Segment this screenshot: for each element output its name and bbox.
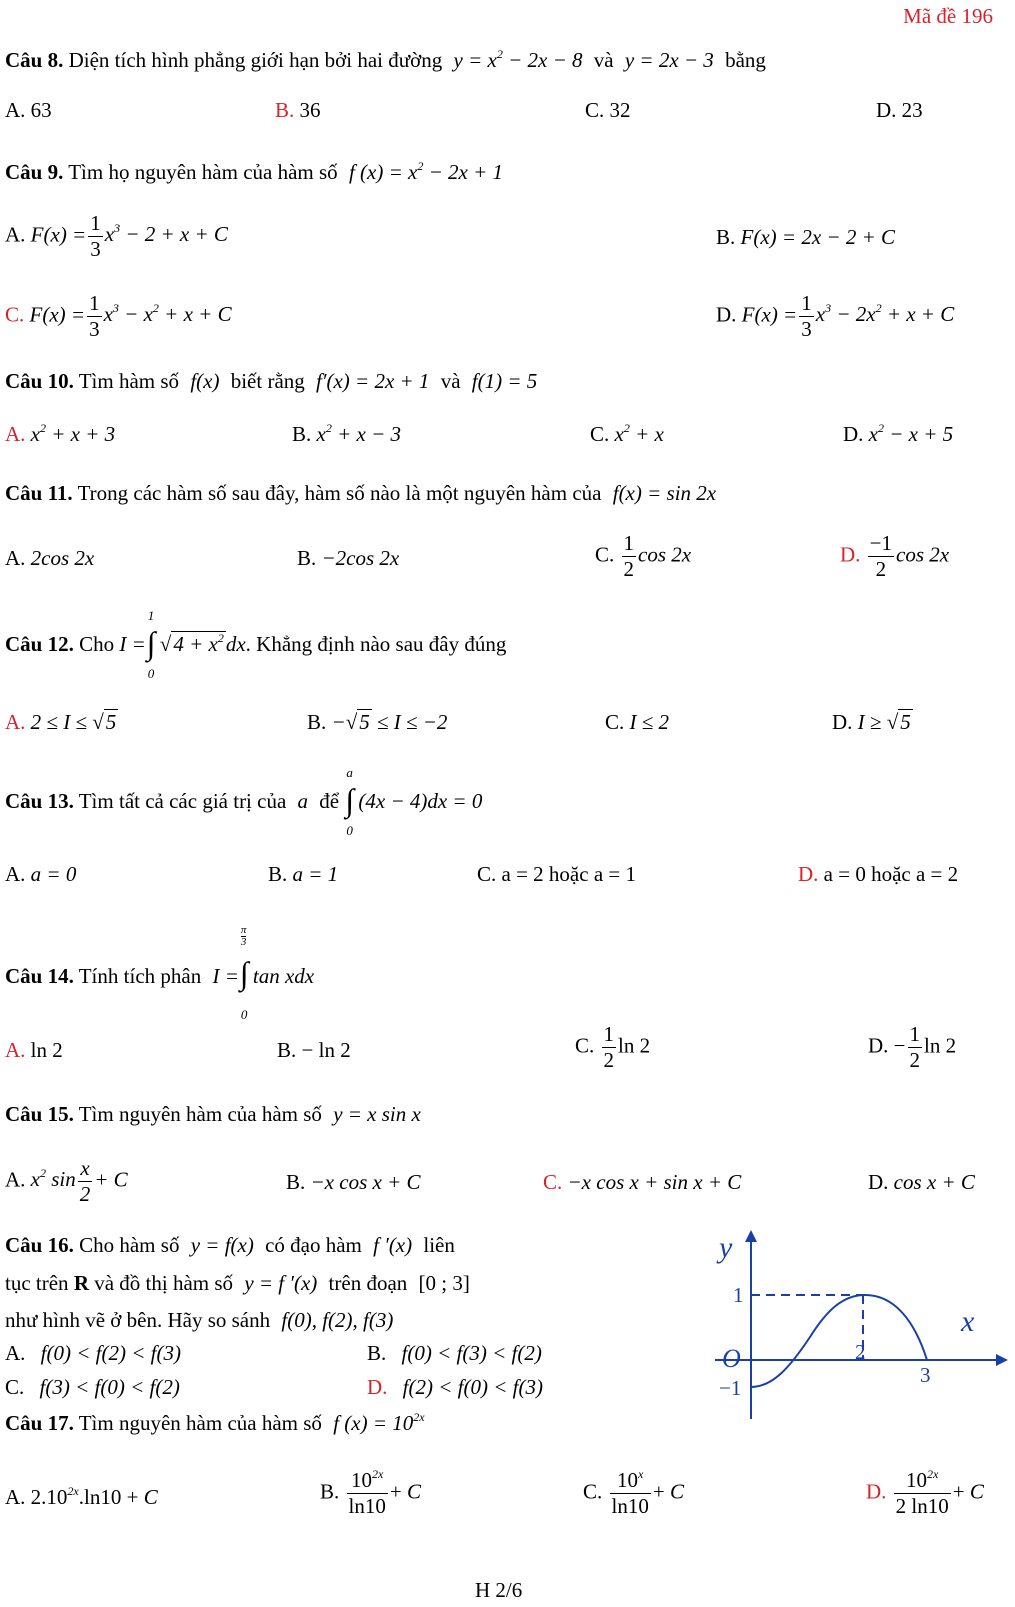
- option-letter: A.: [5, 862, 26, 886]
- option-value: f(0) < f(3) < f(2): [401, 1341, 542, 1365]
- option-value: cos x + C: [893, 1170, 975, 1194]
- option-letter: C.: [5, 302, 25, 327]
- integral: a ∫ 0 (4x − 4)dx = 0: [345, 765, 483, 838]
- question-text: Diện tích hình phẳng giới hạn bởi hai đường: [68, 48, 443, 72]
- function: f $(x) = 10^{2x}$: [333, 1410, 425, 1435]
- tick-y-minus1: −1: [719, 1376, 742, 1400]
- option-c[interactable]: [5, 1375, 180, 1400]
- derivative-curve: [751, 1295, 927, 1387]
- option-letter: D.: [868, 1170, 889, 1194]
- question-and: và: [593, 48, 614, 72]
- integral: I = π 3 ∫ 0 tan xdx: [212, 924, 315, 1022]
- option-letter: B.: [286, 1170, 306, 1194]
- graph-function: y = f ′(x): [244, 1271, 318, 1295]
- option-letter: D.: [367, 1375, 388, 1399]
- function: y = x sin x: [333, 1102, 421, 1126]
- option-letter: A.: [5, 546, 26, 570]
- option-b[interactable]: B. $\frac{10^{2x}}{\ln 10}$ + C: [320, 1467, 421, 1518]
- option-c[interactable]: C. $\frac{1}{2}$ ln 2: [575, 1022, 651, 1072]
- question-17: [5, 1411, 425, 1436]
- question-text: tục trên: [5, 1271, 69, 1295]
- option-d[interactable]: [367, 1375, 543, 1400]
- option-value: 63: [30, 98, 52, 122]
- option-d[interactable]: [868, 1170, 975, 1195]
- option-value: 36: [299, 98, 321, 122]
- question-14: [5, 924, 315, 1022]
- option-value: − ln 2: [301, 1038, 351, 1062]
- option-letter: C.: [575, 1033, 595, 1058]
- question-text-2: để: [319, 788, 340, 813]
- question-label: Câu 12.: [5, 631, 74, 656]
- option-d[interactable]: [876, 98, 923, 123]
- option-c[interactable]: C. $x^2 + x$: [590, 421, 664, 446]
- option-letter: B.: [292, 422, 312, 446]
- option-a[interactable]: [5, 862, 76, 887]
- tick-x2: 2: [855, 1340, 866, 1364]
- option-d[interactable]: D. $\frac{10^{2x}}{2 \ln 10}$ + C: [866, 1467, 984, 1518]
- compare-values: f(0), f(2), f(3): [281, 1308, 394, 1332]
- option-letter: B.: [320, 1479, 340, 1504]
- option-c[interactable]: C. $\frac{1}{2}$ cos 2x: [595, 531, 692, 581]
- option-a[interactable]: [5, 1341, 181, 1366]
- question-label: Câu 17.: [5, 1411, 74, 1435]
- question-and: và: [440, 369, 461, 393]
- option-value: f(2) < f(0) < f(3): [402, 1375, 543, 1399]
- option-c[interactable]: [585, 98, 631, 123]
- question-8: [5, 48, 766, 73]
- question-label: Câu 10.: [5, 369, 74, 393]
- equation-1: $y = x^2 - 2x - 8$: [453, 47, 583, 72]
- option-letter: C.: [585, 98, 605, 122]
- option-b[interactable]: [367, 1341, 542, 1366]
- option-letter: C.: [583, 1479, 603, 1504]
- interval: [0 ; 3]: [418, 1271, 470, 1295]
- x-axis-label: x: [961, 1305, 975, 1338]
- option-letter: B.: [307, 710, 327, 734]
- tick-x3: 3: [920, 1363, 931, 1387]
- question-16-line-1: [5, 1233, 455, 1258]
- question-text: như hình vẽ ở bên. Hãy so sánh: [5, 1308, 271, 1332]
- option-d[interactable]: D. $x^2 - x + 5$: [843, 421, 954, 446]
- function: f(x): [190, 369, 220, 393]
- option-c[interactable]: C. $\frac{10^x}{\ln 10}$ + C: [583, 1467, 684, 1518]
- option-a[interactable]: [5, 546, 94, 571]
- question-11: [5, 481, 716, 506]
- derivative: f′(x) = 2x + 1: [316, 369, 430, 393]
- question-text: Tìm tất cả các giá trị của: [78, 788, 287, 813]
- option-d[interactable]: D. F(x) = $\frac{1}{3}$ $x^3 - 2x^2 + x + C$: [716, 291, 955, 341]
- option-letter: D.: [798, 862, 819, 886]
- derivative-graph: [715, 1227, 1010, 1422]
- option-letter: C.: [590, 422, 610, 446]
- option-b[interactable]: [268, 862, 338, 887]
- option-letter: C.: [543, 1170, 563, 1194]
- option-letter: A.: [5, 1485, 26, 1509]
- question-tail: bằng: [725, 48, 766, 72]
- option-letter: B.: [275, 98, 295, 122]
- option-value: 23: [901, 98, 923, 122]
- option-d[interactable]: D. I ≥ √5: [832, 710, 911, 734]
- option-b[interactable]: [277, 1038, 351, 1063]
- option-letter: D.: [868, 1033, 889, 1058]
- option-d[interactable]: D. $\frac{-1}{2}$ cos 2x: [840, 531, 950, 581]
- option-letter: D.: [716, 302, 737, 327]
- question-text: liên: [423, 1233, 455, 1257]
- option-letter: D.: [843, 422, 864, 446]
- question-16-line-3: [5, 1308, 393, 1333]
- question-label: Câu 8.: [5, 48, 64, 72]
- option-letter: D.: [866, 1479, 887, 1504]
- option-letter: A.: [5, 222, 26, 247]
- option-b[interactable]: [297, 546, 399, 571]
- question-text: Tính tích phân: [78, 963, 202, 988]
- question-12: [5, 608, 507, 681]
- question-15: [5, 1102, 421, 1127]
- option-a[interactable]: A. 2 ≤ I ≤ √5: [5, 710, 117, 734]
- condition: f(1) = 5: [471, 369, 538, 393]
- question-text: Tìm nguyên hàm của hàm số: [78, 1102, 322, 1126]
- option-a[interactable]: A. $x^2 + x + 3$: [5, 421, 116, 446]
- exam-code: Mã đề 196: [903, 4, 993, 28]
- question-tail: . Khẳng định nào sau đây đúng: [245, 631, 507, 656]
- option-value: 2cos 2x: [30, 546, 95, 570]
- option-value: f(0) < f(2) < f(3): [40, 1341, 181, 1365]
- question-label: Câu 14.: [5, 963, 74, 988]
- question-label: Câu 16.: [5, 1233, 74, 1257]
- option-a[interactable]: A. $x^2$ sin $\frac{x}{2}$ + C: [5, 1156, 128, 1206]
- option-c[interactable]: [605, 710, 669, 735]
- question-text: Cho hàm số: [79, 1233, 180, 1257]
- option-letter: D.: [840, 542, 861, 567]
- question-text: có đạo hàm: [265, 1233, 362, 1257]
- equation-2: y = 2x − 3: [624, 48, 714, 72]
- option-letter: B.: [367, 1341, 387, 1365]
- option-d[interactable]: [798, 862, 958, 887]
- option-value: a = 0: [30, 862, 77, 886]
- page-number: H 2/6: [475, 1578, 523, 1602]
- question-text: Trong các hàm số sau đây, hàm số nào là một nguyên hàm của: [77, 481, 602, 505]
- question-text: Cho: [79, 631, 115, 656]
- option-value: a = 0 hoặc a = 2: [823, 862, 959, 886]
- option-letter: A.: [5, 1167, 26, 1192]
- option-value: f(3) < f(0) < f(2): [39, 1375, 180, 1399]
- x-axis-arrow: [996, 1354, 1008, 1366]
- question-text: trên đoạn: [328, 1271, 408, 1295]
- question-text: Tìm nguyên hàm của hàm số: [78, 1411, 322, 1435]
- question-label: Câu 15.: [5, 1102, 74, 1126]
- option-c[interactable]: [543, 1170, 741, 1195]
- question-text: Tìm hàm số: [78, 369, 180, 393]
- real-set: R: [73, 1271, 89, 1295]
- option-value: I ≤ 2: [629, 710, 670, 734]
- option-letter: A.: [5, 422, 26, 446]
- option-letter: B.: [716, 225, 736, 249]
- option-b[interactable]: [286, 1170, 421, 1195]
- option-c[interactable]: C. F(x) = $\frac{1}{3}$ $x^3 - x^2 + x + C$: [5, 291, 232, 341]
- option-value: −x cos x + C: [310, 1170, 421, 1194]
- option-value: 32: [609, 98, 631, 122]
- y-axis-label: y: [719, 1231, 733, 1264]
- option-d[interactable]: D. − $\frac{1}{2}$ ln 2: [868, 1022, 957, 1072]
- option-letter: A.: [5, 1038, 26, 1062]
- question-16-line-2: [5, 1271, 470, 1296]
- question-label: Câu 9.: [5, 160, 64, 184]
- option-b[interactable]: B. −√5 ≤ I ≤ −2: [307, 710, 448, 734]
- option-letter: B.: [268, 862, 288, 886]
- option-c[interactable]: [477, 862, 636, 887]
- option-a[interactable]: A. $2.10^{2x}.\ln 10 + C$: [5, 1484, 158, 1509]
- option-letter: C.: [477, 862, 497, 886]
- option-letter: D.: [876, 98, 897, 122]
- option-value: F(x) = 2x − 2 + C: [740, 225, 895, 249]
- question-text: Tìm họ nguyên hàm của hàm số: [68, 160, 338, 184]
- option-value: −2cos 2x: [321, 546, 400, 570]
- integral: I = 1 ∫ 0 $√4 + x^2dx$: [119, 608, 246, 681]
- option-letter: B.: [277, 1038, 297, 1062]
- option-value: a = 1: [292, 862, 339, 886]
- option-letter: A.: [5, 710, 26, 734]
- option-a[interactable]: [5, 1038, 63, 1063]
- y-axis-arrow: [745, 1230, 757, 1242]
- option-value: ln 2: [30, 1038, 63, 1062]
- question-9: [5, 160, 503, 185]
- option-a[interactable]: [5, 98, 52, 123]
- option-b[interactable]: [275, 98, 321, 123]
- derivative: f ′(x): [373, 1233, 413, 1257]
- function: f $(x) = x^2 - 2x + 1$: [348, 159, 503, 184]
- option-letter: A.: [5, 98, 26, 122]
- question-13: [5, 765, 483, 838]
- question-label: Câu 13.: [5, 788, 74, 813]
- option-letter: C.: [605, 710, 625, 734]
- origin-label: O: [722, 1344, 741, 1373]
- option-value: −x cos x + sin x + C: [567, 1170, 742, 1194]
- question-label: Câu 11.: [5, 481, 73, 505]
- option-b[interactable]: B. $x^2 + x - 3$: [292, 421, 402, 446]
- variable: a: [297, 788, 309, 813]
- option-letter: A.: [5, 1341, 26, 1365]
- option-letter: C.: [595, 542, 615, 567]
- question-text: và đồ thị hàm số: [94, 1271, 234, 1295]
- option-a[interactable]: A. F(x) = $\frac{1}{3}$ $x^3 - 2 + x + C$: [5, 211, 228, 261]
- function: f(x) = sin 2x: [612, 481, 717, 505]
- option-b[interactable]: [716, 225, 895, 250]
- option-letter: C.: [5, 1375, 25, 1399]
- option-letter: B.: [297, 546, 317, 570]
- question-10: [5, 369, 537, 394]
- question-text-2: biết rằng: [230, 369, 305, 393]
- option-value: a = 2 hoặc a = 1: [501, 862, 636, 886]
- option-letter: D.: [832, 710, 853, 734]
- function: y = f(x): [190, 1233, 254, 1257]
- tick-y1: 1: [733, 1283, 744, 1307]
